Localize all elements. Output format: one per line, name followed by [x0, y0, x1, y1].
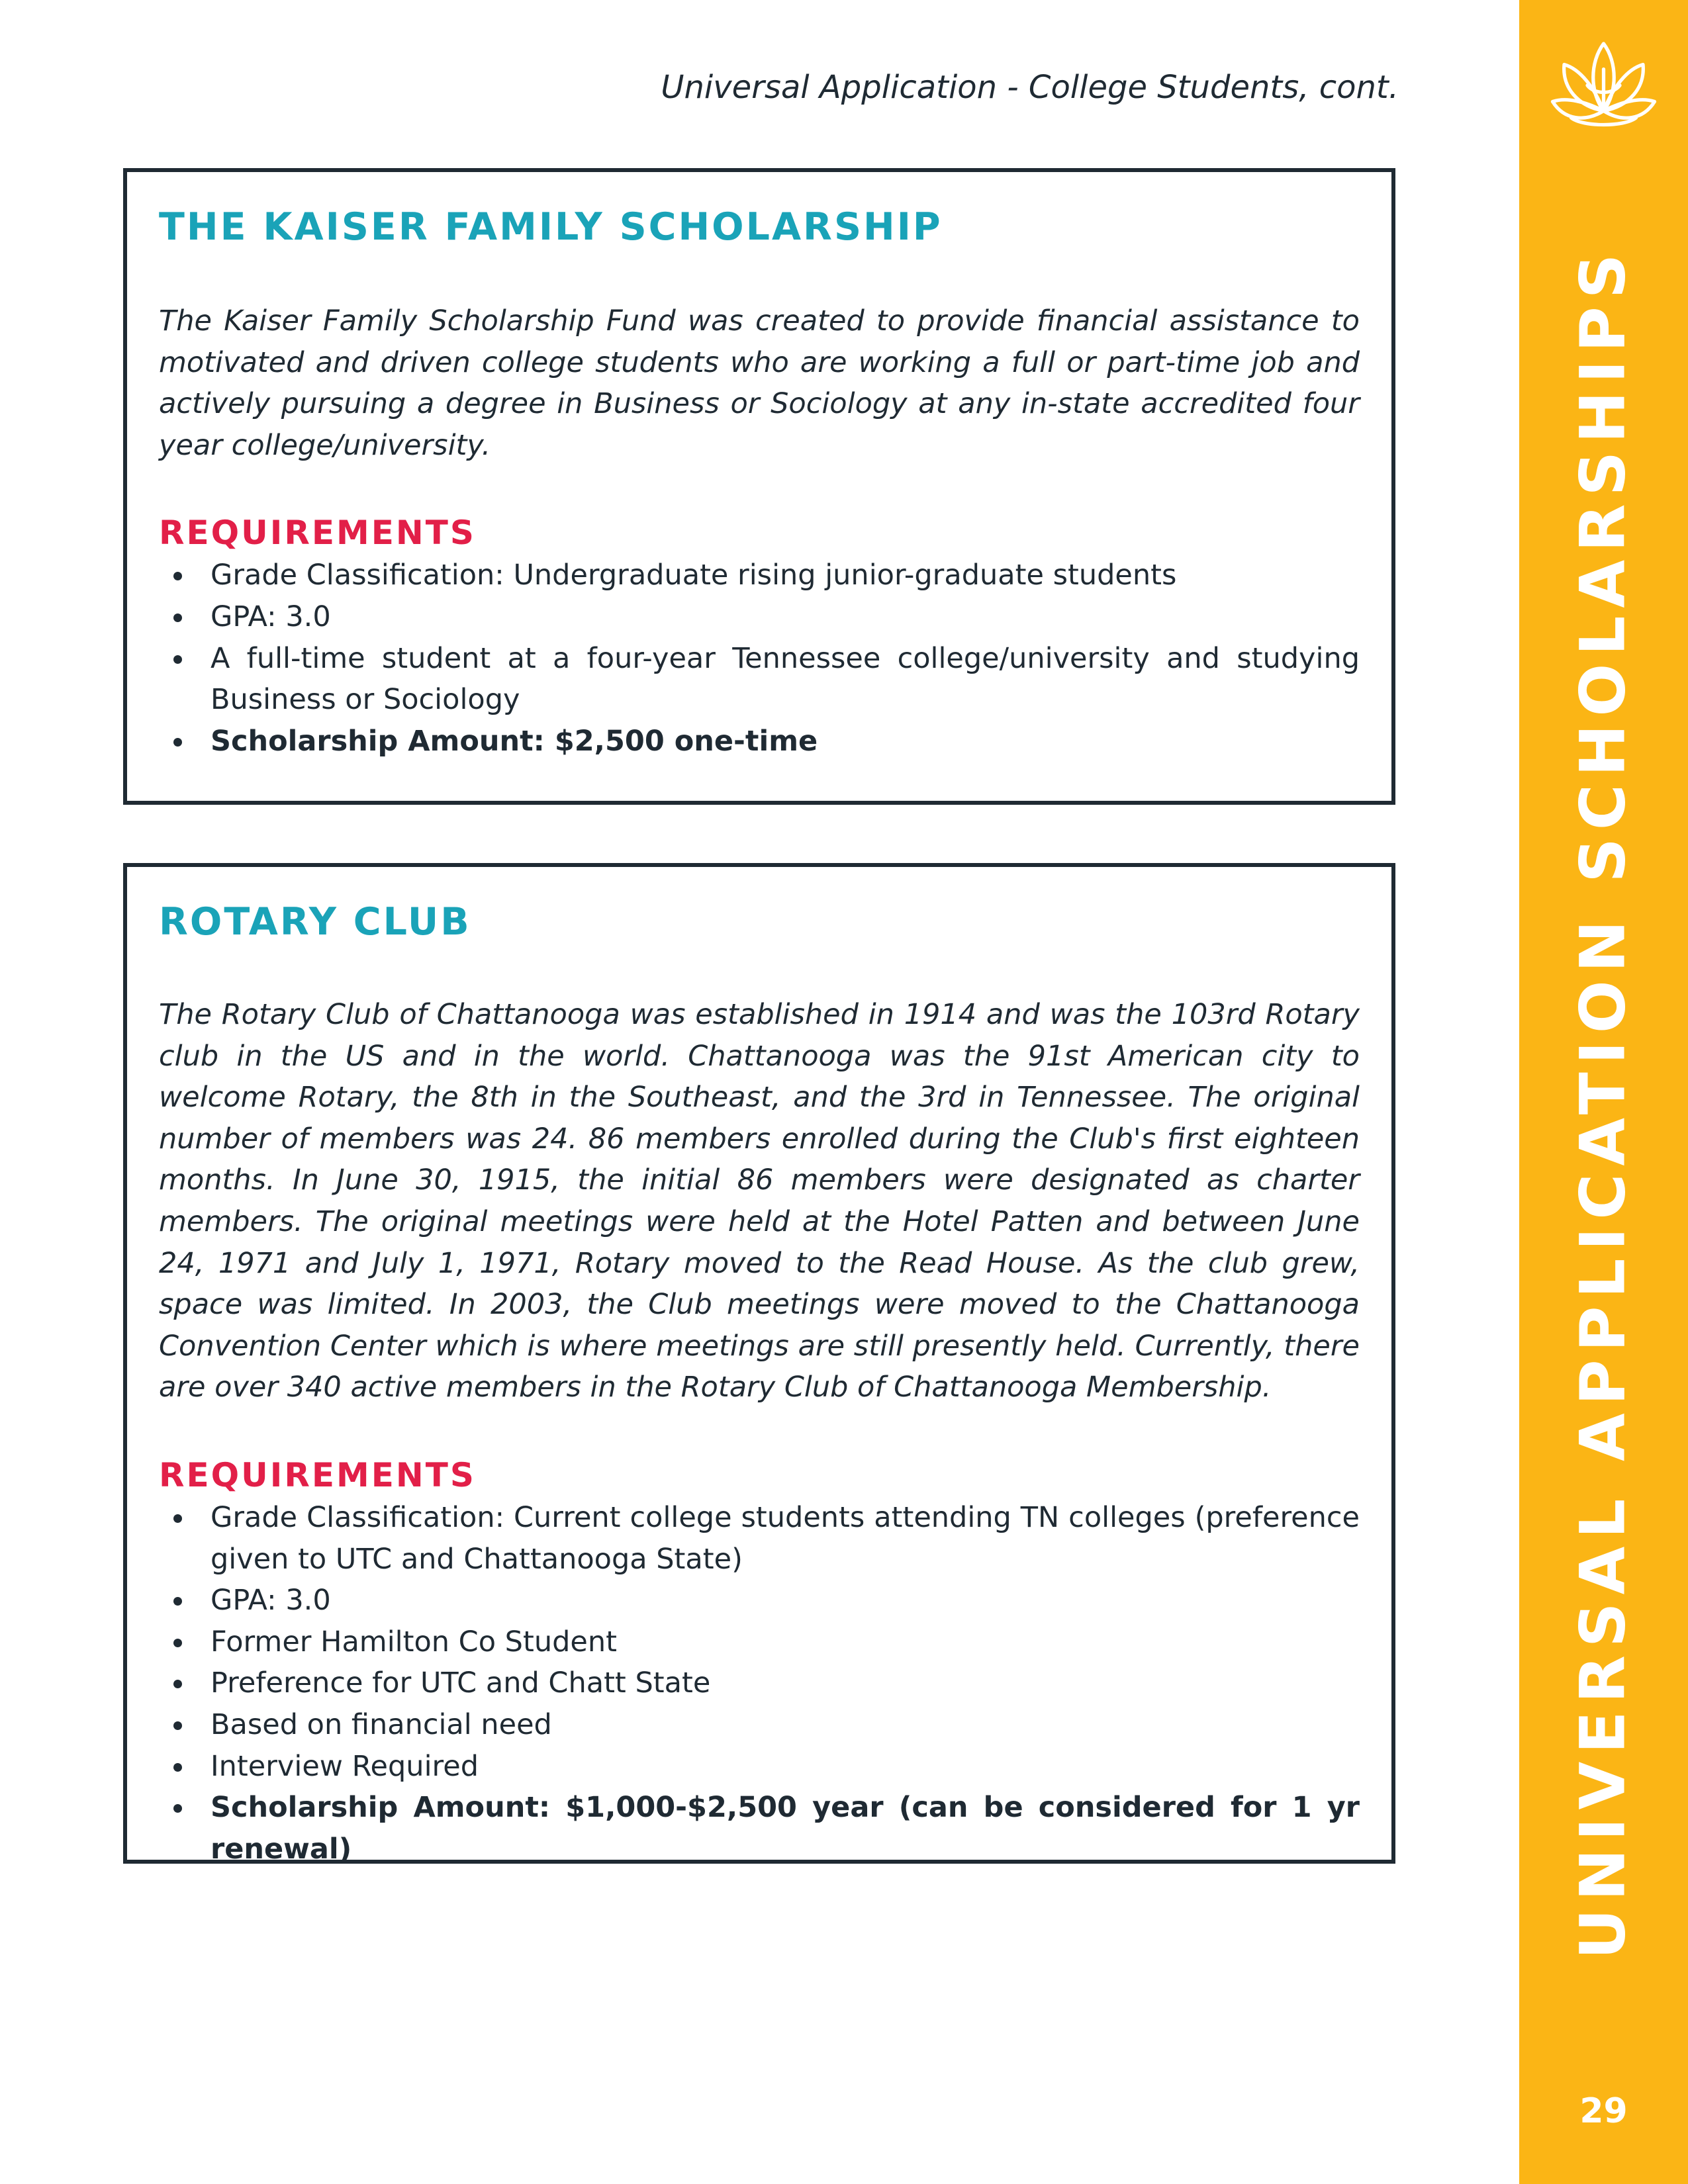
requirement-text: GPA: 3.0 [211, 600, 331, 633]
scholarship-amount-text: Scholarship Amount: $2,500 one-time [211, 724, 818, 758]
requirement-item [159, 1746, 1360, 1788]
requirement-text: Preference for UTC and Chatt State [211, 1666, 711, 1700]
bullet-icon [173, 1804, 182, 1813]
requirement-text: Based on financial need [211, 1707, 552, 1741]
rotary-requirements-list [159, 1497, 1360, 1870]
requirement-item [159, 638, 1360, 721]
page-header-title: Universal Application - College Students, cont. [661, 69, 1399, 106]
kaiser-requirements-heading: REQUIREMENTS [159, 514, 476, 553]
requirement-text: Interview Required [211, 1749, 479, 1783]
scholarship-amount-item [159, 721, 1360, 762]
requirement-text: GPA: 3.0 [211, 1584, 331, 1617]
bullet-icon [173, 1597, 182, 1606]
requirement-text: Former Hamilton Co Student [211, 1625, 617, 1659]
kaiser-scholarship-card [123, 168, 1395, 805]
requirement-text: Grade Classification: Current college students attending TN colleges (preference given to UTC and Chattanooga State) [211, 1500, 1360, 1576]
kaiser-scholarship-description: The Kaiser Family Scholarship Fund was created to provide financial assistance to motivated and driven college students who are working a full or part-time job and actively pursuing a degree in Business or Sociology at any in-state accredited four year college/university. [159, 304, 1360, 462]
page-number: 29 [1579, 2091, 1628, 2131]
bullet-icon [173, 614, 182, 622]
requirement-item [159, 1580, 1360, 1621]
requirement-text: Grade Classification: Undergraduate rising junior-graduate students [211, 559, 1177, 592]
bullet-icon [173, 572, 182, 580]
sidebar-vertical-title: UNIVERSAL APPLICATION SCHOLARSHIPS [1567, 246, 1640, 1960]
bullet-icon [173, 738, 182, 747]
requirement-item [159, 1704, 1360, 1746]
lotus-icon [1546, 34, 1662, 150]
bullet-icon [173, 1514, 182, 1523]
rotary-club-title: ROTARY CLUB [159, 900, 471, 944]
rotary-club-card [123, 863, 1395, 1864]
kaiser-requirements-list [159, 555, 1360, 762]
bullet-icon [173, 1680, 182, 1688]
bullet-icon [173, 1763, 182, 1772]
requirement-text: A full-time student at a four-year Tennessee college/university and studying Business or Sociology [211, 641, 1360, 717]
requirement-item [159, 1662, 1360, 1704]
scholarship-amount-text: Scholarship Amount: $1,000-$2,500 year (can be considered for 1 yr renewal) [211, 1791, 1360, 1866]
kaiser-scholarship-title: THE KAISER FAMILY SCHOLARSHIP [159, 205, 943, 249]
requirement-item [159, 596, 1360, 638]
requirement-item [159, 1497, 1360, 1580]
bullet-icon [173, 1721, 182, 1730]
scholarship-amount-item [159, 1787, 1360, 1870]
sidebar [1519, 0, 1688, 2184]
requirement-item [159, 1621, 1360, 1663]
rotary-club-description: The Rotary Club of Chattanooga was established in 1914 and was the 103rd Rotary club in the US and in the world. Chattanooga was the 91st American city to welcome Rotary, the 8th in the Southeast, and the 3rd in Tennessee. The original number of members was 24. 86 members enrolled during the Club's first eighteen months. In June 30, 1915, the initial 86 members were designated as charter members. The original meetings were held at the Hotel Patten and between June 24, 1971 and July 1, 1971, Rotary moved to the Read House. As the club grew, space was limited. In 2003, the Club meetings were moved to the Chattanooga Convention Center which is where meetings are still presently held. Currently, there are over 340 active members in the Rotary Club of Chattanooga Membership. [159, 998, 1360, 1404]
bullet-icon [173, 1639, 182, 1647]
bullet-icon [173, 655, 182, 664]
requirement-item [159, 555, 1360, 596]
rotary-requirements-heading: REQUIREMENTS [159, 1455, 476, 1494]
